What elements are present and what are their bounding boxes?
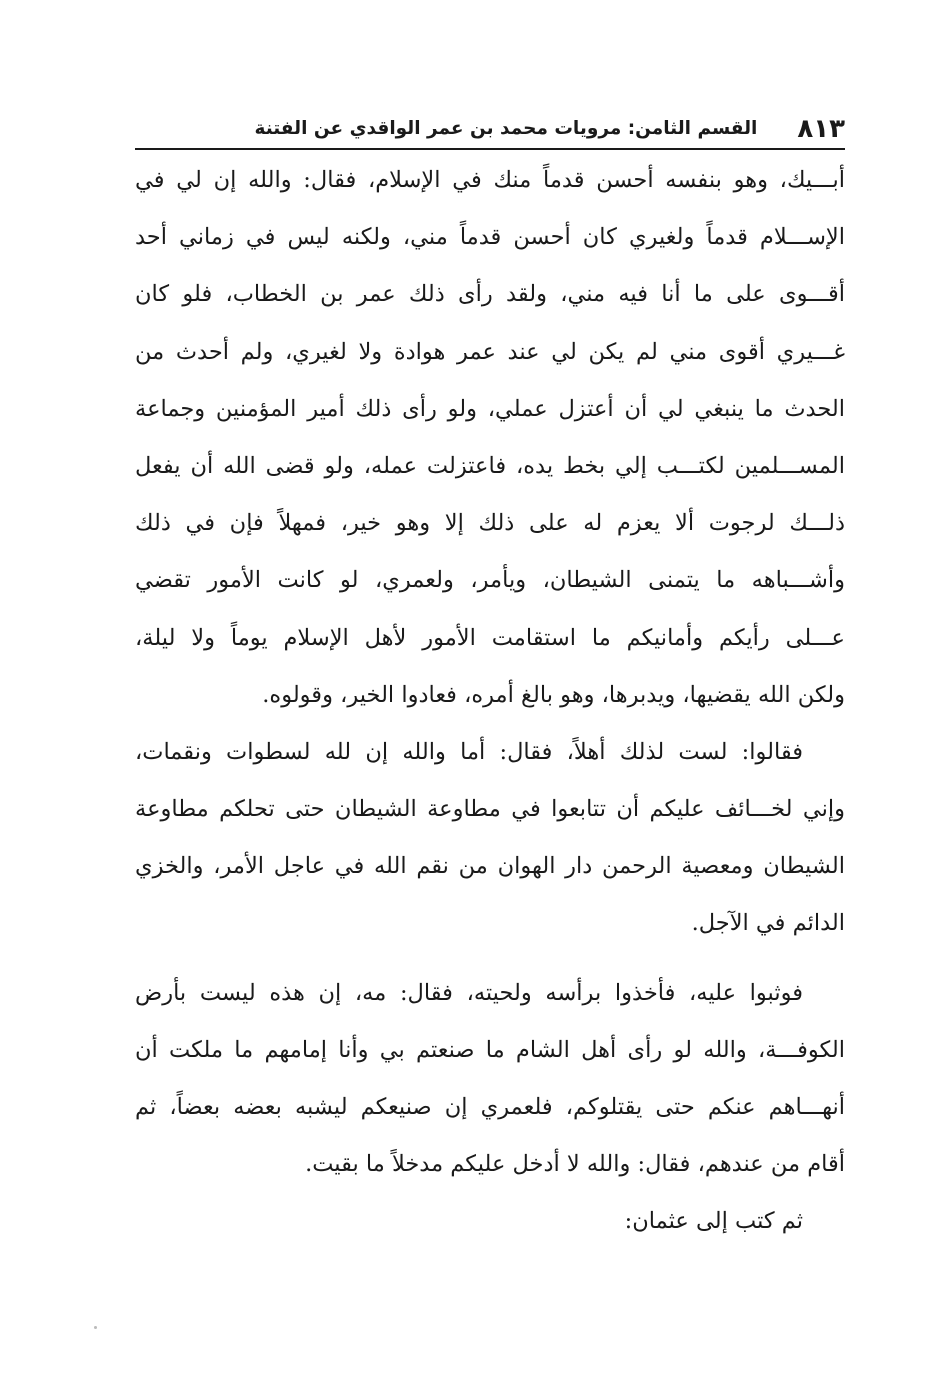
text-line: ثم كتب إلى عثمان: bbox=[624, 1208, 803, 1235]
page-number: ٨١٣ bbox=[797, 114, 845, 144]
text-line: وإني لخـــائف عليكم أن تتابعوا في مطاوعة الشيطان حتى تحلكم مطاوعة bbox=[135, 796, 845, 823]
text-line: أبـــيك، وهو بنفسه أحسن قدماً منك في الإسلام، فقال: والله إن لي في bbox=[135, 167, 845, 193]
text-line: غـــيري أقوى مني لم يكن لي عند عمر هوادة ولا لغيري، ولم أحدث من bbox=[135, 338, 845, 365]
text-line: وأشـــباهه ما يتمنى الشيطان، ويأمر، ولعمري، لو كانت الأمور تقضي bbox=[135, 567, 845, 594]
text-line: الدائم في الآجل. bbox=[691, 910, 845, 937]
chapter-title: القسم الثامن: مرويات محمد بن عمر الواقدي عن الفتنة bbox=[254, 118, 758, 139]
text-line: ذلـــك لرجوت ألا يعزم له على ذلك إلا وهو خير، فمهلاً فإن في ذلك bbox=[135, 510, 845, 537]
text-line: ولكن الله يقضيها، ويدبرها، وهو بالغ أمره، فعادوا الخير، وقولوه. bbox=[262, 681, 845, 708]
text-line: الكوفـــة، والله لو رأى أهل الشام ما صنعتم بي وأنا إمامهم ما ملكت أن bbox=[135, 1036, 845, 1063]
text-line: أنهـــاهم عنكم حتى يقتلوكم، فلعمري إن صنيعكم ليشبه بعضه بعضاً، ثم bbox=[135, 1094, 845, 1120]
running-header bbox=[135, 108, 845, 150]
text-line: الحدث ما ينبغي لي أن أعتزل عملي، ولو رأى ذلك أمير المؤمنين وجماعة bbox=[135, 395, 845, 422]
text-line: المســـلمين لكتـــب إلي بخط يده، فاعتزلت عمله، ولو قضى الله أن يفعل bbox=[135, 452, 845, 479]
text-line: فقالوا: لست لذلك أهلاً، فقال: أما والله إن لله لسطوات ونقمات، bbox=[135, 738, 803, 765]
text-line: أقام من عندهم، فقال: والله لا أدخل عليكم مدخلاً ما بقيت. bbox=[305, 1151, 845, 1178]
body-text bbox=[135, 152, 845, 1251]
text-line: الإســـلام قدماً ولغيري كان أحسن قدماً مني، ولكنه ليس في زماني أحد bbox=[135, 224, 845, 251]
paragraph-gap bbox=[135, 953, 845, 965]
text-line: فوثبوا عليه، فأخذوا برأسه ولحيته، فقال: مه، إن هذه ليست بأرض bbox=[135, 979, 803, 1006]
text-line: الشيطان ومعصية الرحمن دار الهوان من نقم الله في عاجل الأمر، والخزي bbox=[135, 853, 845, 880]
scan-speck bbox=[94, 1326, 97, 1329]
text-line: عـــلى رأيكم وأمانيكم ما استقامت الأمور لأهل الإسلام يوماً ولا ليلة، bbox=[135, 624, 845, 651]
text-line: أقـــوى على ما أنا فيه مني، ولقد رأى ذلك عمر بن الخطاب، فلو كان bbox=[135, 281, 845, 308]
